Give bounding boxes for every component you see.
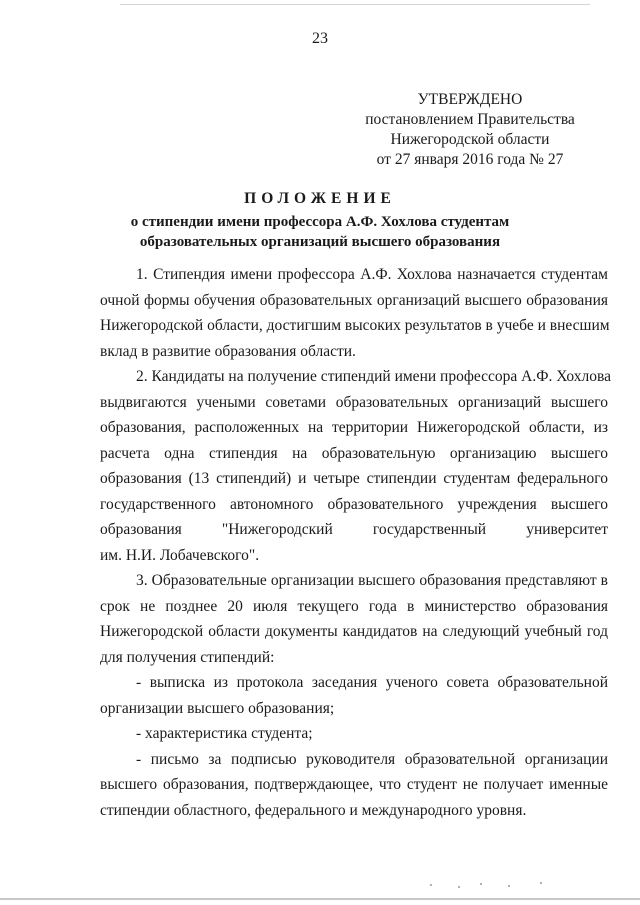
text-line: очной формы обучения образовательных организаций высшего образования [100,291,608,309]
page-number: 23 [312,30,328,47]
text-line: - характеристика студента; [136,725,313,742]
text-line: Нижегородской области, достигшим высоких результатов в учебе и внесшим [100,317,610,334]
text-line: стипендии областного, федерального и международного уровня. [100,801,527,819]
paragraph-3 [100,568,608,670]
text-line: Нижегородской области документы кандидатов на следующий учебный год [100,623,608,640]
text-line: высшего образования, подтверждающее, что студент не получает именные [100,776,608,793]
text-line: срок не позднее 20 июля текущего года в министерство образования [100,597,608,615]
document-body [100,262,612,823]
text-line: 3. Образовательные организации высшего образования представляют в [136,572,608,589]
scan-specks [420,880,580,890]
paragraph-item-letter [100,747,608,824]
text-line: 1. Стипендия имени профессора А.Ф. Хохлова назначается студентам [136,266,608,283]
text-line: образования "Нижегородский государственный университет [100,521,608,538]
approval-line: постановлением Правительства [365,111,575,128]
text-line: образования, расположенных на территории Нижегородской области, из [100,419,608,436]
top-scan-edge [120,4,590,5]
subtitle-line: о стипендии имени профессора А.Ф. Хохлова студентам [130,214,510,230]
paragraph-1 [100,262,608,364]
approval-line: Нижегородской области [390,131,550,148]
text-line: образования (13 стипендий) и четыре стипендии студентам федерального [100,470,608,487]
approval-block [340,90,600,170]
subtitle-line: образовательных организаций высшего образования [139,234,501,250]
paragraph-item-characteristic [100,721,608,747]
text-line: им. Н.И. Лобачевского". [100,546,260,564]
text-line: вклад в развитие образования области. [100,342,356,360]
approval-line: УТВЕРЖДЕНО [417,91,523,108]
text-line: организации высшего образования; [100,699,335,717]
text-line: государственного автономного образовательного учреждения высшего [100,495,608,513]
text-line: 2. Кандидаты на получение стипендий имени профессора А.Ф. Хохлова [136,368,612,385]
bottom-scan-edge [0,898,640,900]
paragraph-2 [100,364,612,568]
document-subtitle [0,212,640,252]
text-line: для получения стипендий: [100,648,275,666]
text-line: - письмо за подписью руководителя образовательной организации [136,750,608,768]
text-line: выдвигаются учеными советами образовательных организаций высшего [100,393,608,411]
text-line: - выписка из протокола заседания ученого совета образовательной [136,674,608,691]
text-line: расчета одна стипендия на образовательную организацию высшего [100,444,608,462]
paragraph-item-protocol [100,670,608,721]
approval-line: от 27 января 2016 года № 27 [376,151,564,168]
document-title: ПОЛОЖЕНИЕ [244,190,396,207]
